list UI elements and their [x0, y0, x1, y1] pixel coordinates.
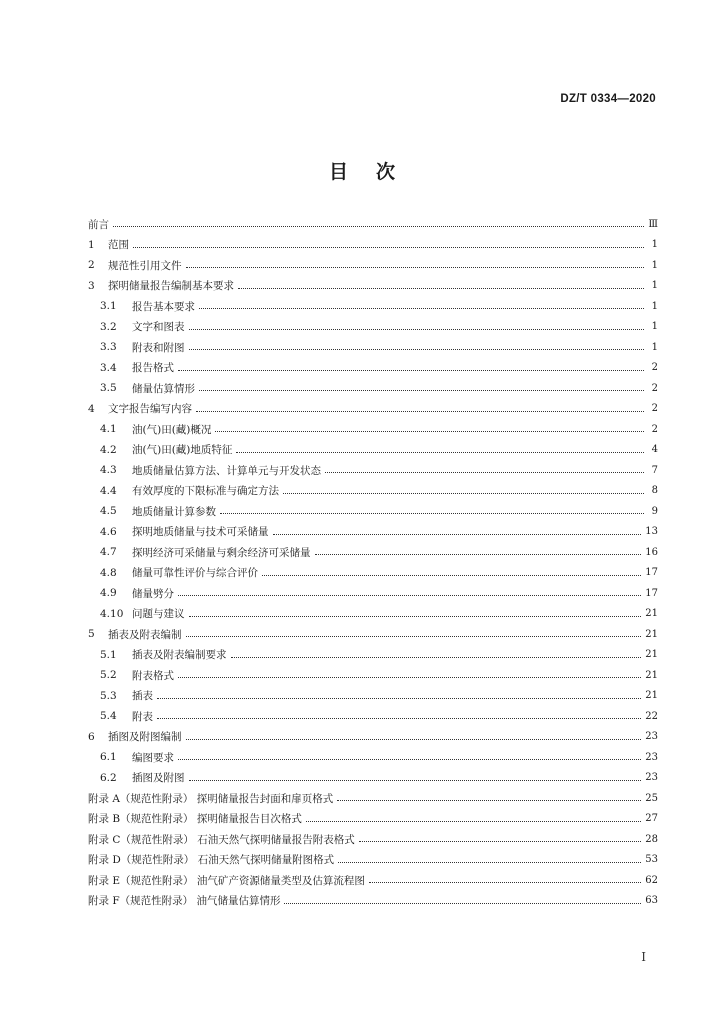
toc-leader-dots — [283, 492, 644, 494]
toc-entry-number: 3.2 — [100, 320, 117, 333]
toc-entry[interactable] — [88, 583, 658, 604]
page-number: I — [641, 950, 646, 964]
toc-entry-page: 28 — [645, 833, 658, 845]
toc-entry-number: 4.5 — [100, 505, 117, 518]
toc-entry-number: 4.3 — [100, 464, 117, 477]
toc-entry-page: 27 — [645, 813, 658, 825]
toc-leader-dots — [157, 717, 641, 719]
toc-entry-label: 储量劈分 — [132, 587, 174, 600]
toc-leader-dots — [178, 594, 641, 596]
toc-entry-label: 地质储量计算参数 — [132, 505, 216, 518]
toc-entry[interactable] — [88, 542, 658, 563]
toc-entry-label: 插图及附图编制 — [108, 731, 182, 744]
toc-entry-number: 3.4 — [100, 361, 117, 374]
toc-entry[interactable] — [88, 686, 658, 707]
toc-leader-dots — [337, 799, 641, 801]
toc-entry[interactable] — [88, 604, 658, 625]
toc-entry-number: 4 — [88, 402, 95, 415]
toc-entry-label: 规范性引用文件 — [108, 259, 182, 272]
toc-entry-page: 2 — [651, 403, 658, 415]
toc-entry-page: 53 — [645, 854, 658, 866]
toc-entry-page: 2 — [651, 382, 658, 394]
toc-entry-label: 文字和图表 — [132, 321, 185, 334]
toc-leader-dots — [220, 512, 644, 514]
toc-entry-page: 23 — [645, 751, 658, 763]
toc-entry-label: 附录 A（规范性附录） 探明储量报告封面和扉页格式 — [88, 792, 334, 805]
toc-entry-page: 1 — [651, 280, 658, 292]
toc-entry-page: 21 — [645, 690, 658, 702]
toc-entry-page: 7 — [651, 464, 658, 476]
toc-entry[interactable] — [88, 706, 658, 727]
toc-entry-page: 21 — [645, 669, 658, 681]
toc-leader-dots — [359, 840, 642, 842]
standard-code: DZ/T 0334—2020 — [560, 93, 656, 105]
toc-entry[interactable] — [88, 235, 658, 256]
toc-entry-number: 5.3 — [100, 689, 117, 702]
toc-entry-label: 附表和附图 — [132, 341, 185, 354]
toc-leader-dots — [189, 348, 645, 350]
toc-entry-page: 22 — [645, 710, 658, 722]
toc-entry[interactable] — [88, 522, 658, 543]
toc-entry-label: 问题与建议 — [132, 608, 185, 621]
toc-leader-dots — [186, 635, 642, 637]
toc-entry-label: 探明储量报告编制基本要求 — [108, 280, 234, 293]
toc-entry-page: 17 — [645, 587, 658, 599]
toc-entry-page: 1 — [651, 341, 658, 353]
toc-entry[interactable] — [88, 788, 658, 809]
toc-entry-label: 插表及附表编制要求 — [132, 649, 227, 662]
toc-entry[interactable] — [88, 317, 658, 338]
toc-entry-page: 8 — [651, 485, 658, 497]
toc-entry-page: 16 — [645, 546, 658, 558]
toc-leader-dots — [189, 328, 645, 330]
toc-entry[interactable] — [88, 296, 658, 317]
toc-entry[interactable] — [88, 891, 658, 912]
toc-entry-label: 报告格式 — [132, 362, 174, 375]
toc-leader-dots — [133, 246, 644, 248]
toc-entry-page: Ⅲ — [648, 218, 658, 230]
toc-leader-dots — [199, 307, 644, 309]
toc-entry-page: 2 — [651, 362, 658, 374]
toc-entry[interactable] — [88, 419, 658, 440]
toc-entry-label: 附表格式 — [132, 669, 174, 682]
toc-leader-dots — [306, 820, 641, 822]
toc-entry-number: 4.7 — [100, 546, 117, 559]
toc-entry[interactable] — [88, 460, 658, 481]
toc-entry-number: 4.4 — [100, 484, 117, 497]
toc-entry[interactable] — [88, 276, 658, 297]
toc-entry-page: 25 — [645, 792, 658, 804]
toc-leader-dots — [238, 287, 644, 289]
toc-leader-dots — [325, 471, 644, 473]
toc-entry-label: 油(气)田(藏)概况 — [132, 423, 212, 436]
page-title: 目次 — [328, 161, 423, 183]
toc-leader-dots — [189, 615, 642, 617]
toc-entry-page: 1 — [651, 300, 658, 312]
toc-entry-page: 23 — [645, 772, 658, 784]
toc-entry-label: 探明地质储量与技术可采储量 — [132, 526, 269, 539]
toc-entry[interactable] — [88, 645, 658, 666]
toc-entry-page: 9 — [651, 505, 658, 517]
toc-entry[interactable] — [88, 255, 658, 276]
toc-leader-dots — [186, 266, 645, 268]
toc-entry-number: 3 — [88, 279, 95, 292]
toc-entry[interactable] — [88, 850, 658, 871]
toc-entry-label: 探明经济可采储量与剩余经济可采储量 — [132, 546, 311, 559]
toc-entry-number: 4.1 — [100, 423, 117, 436]
toc-entry-label: 附录 E（规范性附录） 油气矿产资源储量类型及估算流程图 — [88, 874, 365, 887]
toc-entry[interactable] — [88, 399, 658, 420]
toc-entry-label: 报告基本要求 — [132, 300, 195, 313]
toc-entry-number: 4.6 — [100, 525, 117, 538]
toc-leader-dots — [236, 451, 644, 453]
toc-entry-page: 1 — [651, 239, 658, 251]
toc-entry-number: 5 — [88, 628, 95, 641]
toc-leader-dots — [199, 389, 644, 391]
toc-entry-label: 附表 — [132, 710, 153, 723]
toc-entry-page: 1 — [651, 259, 658, 271]
toc-leader-dots — [284, 902, 641, 904]
toc-leader-dots — [178, 676, 641, 678]
toc-entry[interactable] — [88, 563, 658, 584]
toc-entry-label: 附录 B（规范性附录） 探明储量报告目次格式 — [88, 813, 302, 826]
toc-entry[interactable] — [88, 747, 658, 768]
toc-entry-label: 附录 F（规范性附录） 油气储量估算情形 — [88, 895, 281, 908]
toc-entry[interactable] — [88, 337, 658, 358]
toc-entry-page: 13 — [645, 526, 658, 538]
toc-entry-number: 3.5 — [100, 382, 117, 395]
toc-leader-dots — [186, 738, 642, 740]
toc-entry[interactable] — [88, 829, 658, 850]
table-of-contents — [88, 214, 658, 911]
toc-leader-dots — [315, 553, 642, 555]
toc-entry[interactable] — [88, 870, 658, 891]
toc-entry-label: 范围 — [108, 239, 129, 252]
toc-leader-dots — [157, 697, 641, 699]
toc-entry-page: 21 — [645, 649, 658, 661]
toc-entry[interactable] — [88, 440, 658, 461]
toc-entry-page: 2 — [651, 423, 658, 435]
toc-entry-page: 21 — [645, 628, 658, 640]
toc-entry[interactable] — [88, 358, 658, 379]
toc-entry-label: 插图及附图 — [132, 772, 185, 785]
toc-leader-dots — [189, 779, 642, 781]
toc-entry-number: 4.10 — [100, 607, 124, 620]
toc-leader-dots — [273, 533, 642, 535]
toc-entry-label: 储量估算情形 — [132, 382, 195, 395]
toc-entry-label: 编图要求 — [132, 751, 174, 764]
toc-entry-page: 23 — [645, 731, 658, 743]
toc-entry[interactable] — [88, 665, 658, 686]
toc-entry-label: 储量可靠性评价与综合评价 — [132, 567, 258, 580]
toc-entry-number: 5.2 — [100, 669, 117, 682]
toc-entry[interactable] — [88, 378, 658, 399]
toc-entry-label: 地质储量估算方法、计算单元与开发状态 — [132, 464, 321, 477]
toc-entry-label: 油(气)田(藏)地质特征 — [132, 444, 233, 457]
toc-entry-number: 4.9 — [100, 587, 117, 600]
toc-entry-page: 4 — [651, 444, 658, 456]
toc-entry[interactable] — [88, 809, 658, 830]
toc-entry-label: 插表及附表编制 — [108, 628, 182, 641]
toc-entry-number: 3.3 — [100, 341, 117, 354]
toc-entry-label: 插表 — [132, 690, 153, 703]
toc-leader-dots — [231, 656, 642, 658]
toc-entry-label: 附录 C（规范性附录） 石油天然气探明储量报告附表格式 — [88, 833, 355, 846]
toc-entry-number: 5.4 — [100, 710, 117, 723]
toc-entry-page: 1 — [651, 321, 658, 333]
toc-leader-dots — [178, 369, 644, 371]
toc-leader-dots — [196, 410, 644, 412]
toc-entry[interactable] — [88, 624, 658, 645]
toc-leader-dots — [262, 574, 641, 576]
toc-leader-dots — [338, 861, 641, 863]
toc-leader-dots — [113, 225, 644, 227]
toc-entry-label: 有效厚度的下限标准与确定方法 — [132, 485, 279, 498]
toc-entry-page: 17 — [645, 567, 658, 579]
toc-entry-number: 6.2 — [100, 771, 117, 784]
toc-entry-number: 4.8 — [100, 566, 117, 579]
toc-entry[interactable] — [88, 501, 658, 522]
toc-entry[interactable] — [88, 214, 658, 235]
toc-entry-number: 5.1 — [100, 648, 117, 661]
toc-entry-number: 3.1 — [100, 300, 117, 313]
toc-entry-number: 6 — [88, 730, 95, 743]
toc-entry[interactable] — [88, 481, 658, 502]
toc-entry-number: 1 — [88, 238, 95, 251]
toc-leader-dots — [369, 881, 641, 883]
toc-leader-dots — [215, 430, 644, 432]
toc-entry-label: 文字报告编写内容 — [108, 403, 192, 416]
toc-entry-number: 6.1 — [100, 751, 117, 764]
toc-entry-page: 21 — [645, 608, 658, 620]
toc-entry-number: 4.2 — [100, 443, 117, 456]
toc-entry-page: 63 — [645, 895, 658, 907]
toc-entry-page: 62 — [645, 874, 658, 886]
toc-leader-dots — [178, 758, 641, 760]
toc-entry[interactable] — [88, 727, 658, 748]
toc-entry[interactable] — [88, 768, 658, 789]
toc-entry-number: 2 — [88, 259, 95, 272]
toc-entry-label: 附录 D（规范性附录） 石油天然气探明储量附图格式 — [88, 854, 335, 867]
toc-entry-label: 前言 — [88, 218, 109, 231]
